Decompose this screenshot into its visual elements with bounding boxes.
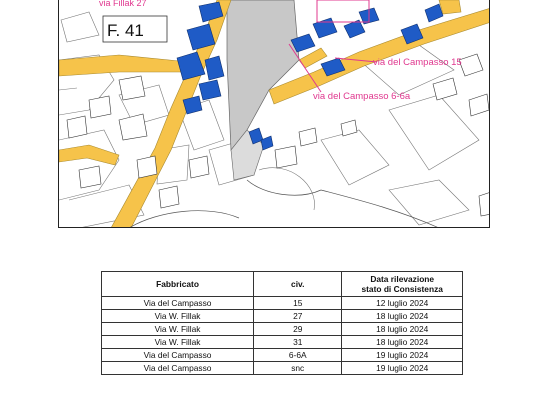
cell-civ: 27 [254, 310, 342, 323]
cell-street: Via W. Fillak [102, 336, 254, 349]
survey-table [101, 271, 463, 375]
table-row [102, 362, 463, 375]
cell-date: 19 luglio 2024 [342, 362, 463, 375]
header-fabbricato: Fabbricato [102, 272, 254, 297]
map-drawing [59, 0, 490, 228]
table-row [102, 336, 463, 349]
cell-civ: 31 [254, 336, 342, 349]
cell-date: 18 luglio 2024 [342, 336, 463, 349]
table-header-row [102, 272, 463, 297]
header-civ: civ. [254, 272, 342, 297]
table-row [102, 297, 463, 310]
table-row [102, 323, 463, 336]
cell-street: Via W. Fillak [102, 310, 254, 323]
cell-date: 19 luglio 2024 [342, 349, 463, 362]
street-label-top: via Fillak 27 [99, 0, 147, 8]
cell-street: Via del Campasso [102, 362, 254, 375]
header-data-rilevazione [342, 272, 463, 297]
cell-street: Via del Campasso [102, 349, 254, 362]
cell-street: Via W. Fillak [102, 323, 254, 336]
header-data-line2: stato di Consistenza [361, 284, 443, 294]
callout-campasso-6-6a: via del Campasso 6-6a [313, 91, 411, 102]
cell-date: 12 luglio 2024 [342, 297, 463, 310]
cell-civ: snc [254, 362, 342, 375]
table-row [102, 349, 463, 362]
cell-street: Via del Campasso [102, 297, 254, 310]
cell-civ: 15 [254, 297, 342, 310]
table-row [102, 310, 463, 323]
cadastral-map [58, 0, 490, 228]
cell-date: 18 luglio 2024 [342, 323, 463, 336]
cell-date: 18 luglio 2024 [342, 310, 463, 323]
cell-civ: 29 [254, 323, 342, 336]
callout-campasso-15: via del Campasso 15 [373, 57, 462, 68]
header-data-line1: Data rilevazione [370, 274, 435, 284]
cell-civ: 6-6A [254, 349, 342, 362]
sheet-label: F. 41 [107, 21, 144, 40]
